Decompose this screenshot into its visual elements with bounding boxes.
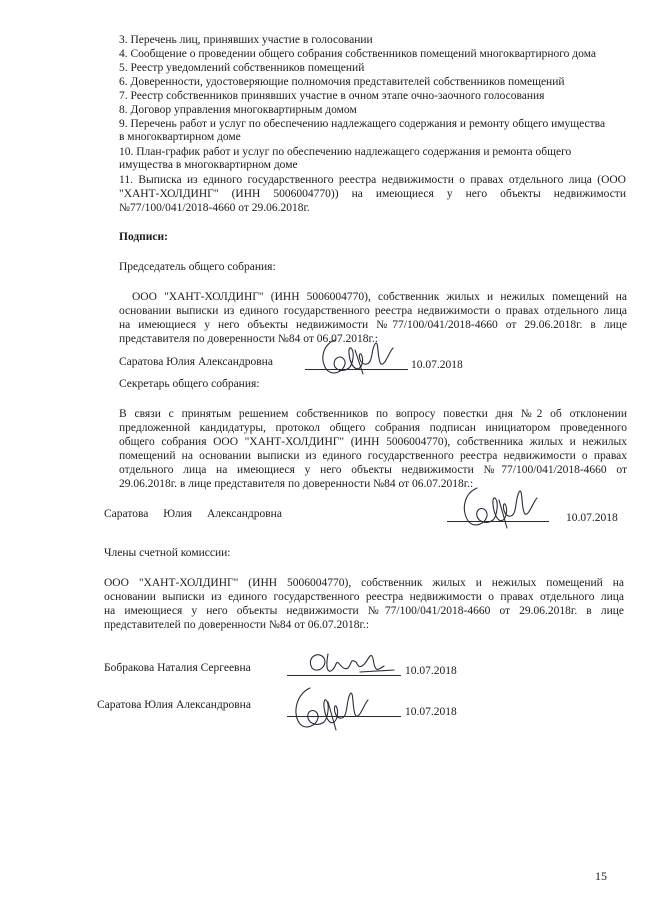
chairman-signature bbox=[315, 330, 405, 380]
chairman-date: 10.07.2018 bbox=[411, 359, 463, 371]
secretary-text-line-2: предложенной кандидатуры, протокол общего собрания подписан инициатором проведенного bbox=[119, 422, 627, 434]
secretary-signature bbox=[455, 478, 545, 533]
secretary-text-line-6: 29.06.2018г. в лице представителя по доверенности №84 от 06.07.2018г.: bbox=[119, 478, 474, 490]
attachment-item-5: 5. Реестр уведомлений собственников помещений bbox=[119, 62, 365, 74]
attachment-item-3: 3. Перечень лиц, принявших участие в голосовании bbox=[119, 34, 373, 46]
commission-member-1-signature bbox=[300, 646, 400, 682]
attachment-item-10: 10. План-график работ и услуг по обеспечению надлежащего содержания и ремонта общего bbox=[119, 146, 572, 158]
chairman-text-line-1: ООО "ХАНТ-ХОЛДИНГ" (ИНН 5006004770), собственник жилых и нежилых помещений на bbox=[132, 291, 627, 303]
chairman-text-line-3: на имеющиеся у него объекты недвижимости №77/100/041/2018-4660 от 29.06.2018г. в лице bbox=[119, 319, 627, 331]
commission-member-2-name: Саратова Юлия Александровна bbox=[97, 699, 251, 711]
secretary-text-line-3: общего собрания ООО "ХАНТ-ХОЛДИНГ" (ИНН 5006004770), собственника жилых и нежилых bbox=[119, 436, 627, 448]
commission-member-1-date: 10.07.2018 bbox=[405, 665, 457, 677]
commission-text-line-3: на имеющиеся у него объекты недвижимости №77/100/041/2018-4660 от 29.06.2018г. в лице bbox=[104, 605, 624, 617]
secretary-text-line-4: помещений на основании выписки из единого государственного реестра недвижимости о правах bbox=[119, 450, 627, 462]
attachment-item-7: 7. Реестр собственников принявших участие в очном этапе очно-заочного голосования bbox=[119, 90, 545, 102]
secretary-text-line-5: отдельного лица на имеющиеся у него объекты недвижимости №77/100/041/2018-4660 от bbox=[119, 464, 627, 476]
signatures-heading: Подписи: bbox=[119, 231, 168, 243]
attachment-item-6: 6. Доверенности, удостоверяющие полномочия представителей собственников помещений bbox=[119, 76, 565, 88]
commission-member-2-date: 10.07.2018 bbox=[405, 706, 457, 718]
attachment-item-11-cont: "ХАНТ-ХОЛДИНГ" (ИНН 5006004770)) на имеющиеся у него объекты недвижимости bbox=[119, 188, 626, 200]
commission-text-line-4: представителей по доверенности №84 от 06.07.2018г.: bbox=[104, 619, 369, 631]
commission-heading: Члены счетной комиссии: bbox=[104, 547, 231, 559]
commission-member-2-signature bbox=[288, 680, 378, 735]
secretary-name: Саратова Юлия Александровна bbox=[104, 508, 282, 520]
attachment-item-8: 8. Договор управления многоквартирным домом bbox=[119, 104, 357, 116]
chairman-text-line-2: основании выписки из единого государственного реестра недвижимости о правах отдельного лица bbox=[119, 305, 627, 317]
secretary-date: 10.07.2018 bbox=[566, 512, 618, 524]
attachment-item-9: 9. Перечень работ и услуг по обеспечению надлежащего содержания и ремонту общего имущества bbox=[119, 118, 606, 130]
commission-text-line-1: ООО "ХАНТ-ХОЛДИНГ" (ИНН 5006004770), собственник жилых и нежилых помещений на bbox=[104, 577, 624, 589]
attachment-item-11: 11. Выписка из единого государственного реестра недвижимости о правах отдельного лица (ООО bbox=[119, 174, 626, 186]
attachment-item-4: 4. Сообщение о проведении общего собрания собственников помещений многоквартирного дома bbox=[119, 48, 596, 60]
commission-member-1-name: Бобракова Наталия Сергеевна bbox=[104, 662, 251, 674]
secretary-text-line-1: В связи с принятым решением собственников по вопросу повестки дня №2 об отклонении bbox=[119, 408, 627, 420]
chairman-heading: Председатель общего собрания: bbox=[119, 261, 276, 273]
attachment-item-9-cont: в многоквартирном доме bbox=[119, 131, 241, 143]
attachment-item-10-cont: имущества в многоквартирном доме bbox=[119, 159, 298, 171]
attachment-item-11-cont2: №77/100/041/2018-4660 от 29.06.2018г. bbox=[119, 202, 310, 214]
commission-text-line-2: основании выписки из единого государственного реестра недвижимости о правах отдельного лица bbox=[104, 591, 624, 603]
secretary-heading: Секретарь общего собрания: bbox=[119, 378, 260, 390]
chairman-name: Саратова Юлия Александровна bbox=[119, 356, 273, 368]
chairman-text-line-4: представителя по доверенности №84 от 06.07.2018г.: bbox=[119, 333, 378, 345]
page-number: 15 bbox=[595, 869, 607, 883]
